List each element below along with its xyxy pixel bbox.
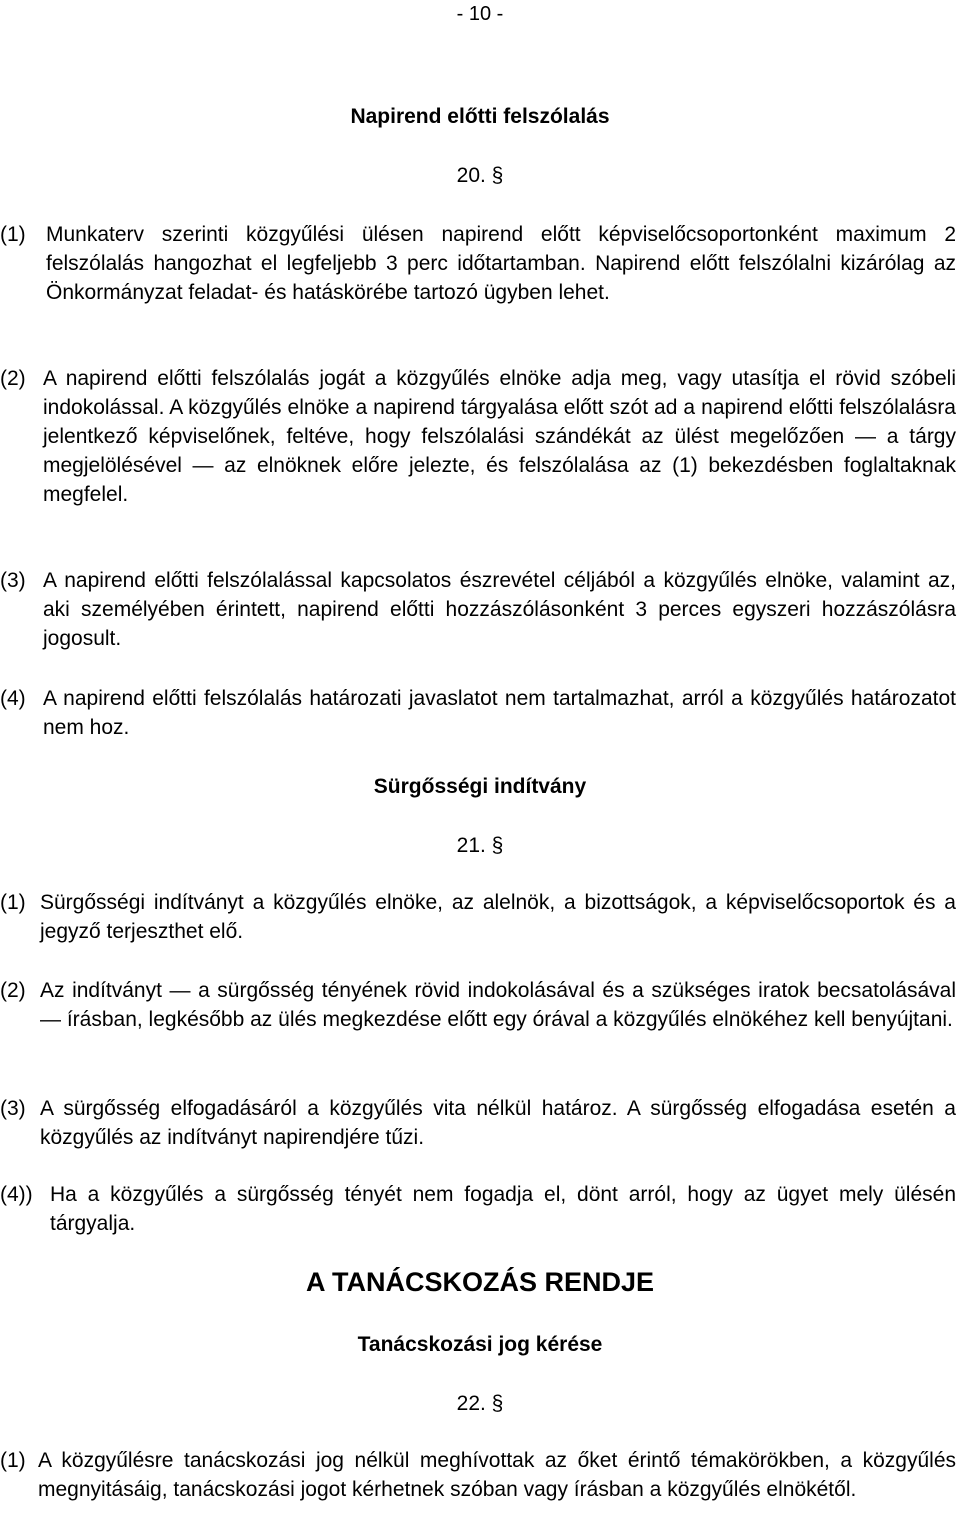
paragraph-number: (3)	[0, 1097, 26, 1120]
paragraph-number: (3)	[0, 569, 26, 592]
section-title: Tanácskozási jog kérése	[357, 1333, 603, 1356]
section-number: 21. §	[456, 834, 504, 857]
paragraph	[0, 364, 956, 509]
paragraph-number: (2)	[0, 367, 26, 390]
paragraph	[0, 888, 956, 946]
paragraph	[0, 1094, 956, 1152]
paragraph-number: (1)	[0, 891, 26, 914]
paragraph	[0, 1180, 956, 1238]
page-number: - 10 -	[456, 3, 504, 25]
paragraph-text: A napirend előtti felszólalás határozati javaslatot nem tartalmazhat, arról a közgyűlés határozatot nem hoz.	[43, 687, 956, 739]
paragraph-text: A sürgősség elfogadásáról a közgyűlés vita nélkül határoz. A sürgősség elfogadása esetén a közgyűlés az indítványt napirendjére tűzi.	[40, 1097, 956, 1149]
paragraph-number: (1)	[0, 223, 26, 246]
paragraph-number: (4)	[0, 687, 26, 710]
paragraph-text: Sürgősségi indítványt a közgyűlés elnöke, az alelnök, a bizottságok, a képviselőcsoportok és a jegyző terjeszthet elő.	[40, 891, 956, 943]
paragraph-text: A közgyűlésre tanácskozási jog nélkül meghívottak az őket érintő témakörökben, a közgyűlés megnyitásáig, tanácskozási jogot kérhetnek szóban vagy írásban a közgyűlés elnökétől.	[38, 1449, 956, 1501]
paragraph-text: Ha a közgyűlés a sürgősség tényét nem fogadja el, dönt arról, hogy az ügyet mely ülésén tárgyalja.	[50, 1183, 956, 1235]
paragraph-number: (1)	[0, 1449, 26, 1472]
paragraph	[0, 566, 956, 653]
section-number: 22. §	[456, 1392, 504, 1415]
paragraph-text: Az indítványt — a sürgősség tényének rövid indokolásával és a szükséges iratok becsatolásával — írásban, legkésőbb az ülés megkezdése előtt egy órával a közgyűlés elnökéhez kell benyújtani.	[40, 979, 956, 1031]
paragraph-text: A napirend előtti felszólalás jogát a közgyűlés elnöke adja meg, vagy utasítja el rövid szóbeli indokolással. A közgyűlés elnöke a napirend tárgyalása előtt szót ad a napirend előtti felszólalásra jelentkező képviselőnek, feltéve, hogy felszólalási szándékát az ülést megelőzően — a tárgy megjelölésével — az elnöknek előre jelezte, és felszólalása az (1) bekezdésben foglaltaknak megfelel.	[43, 367, 956, 506]
paragraph	[0, 976, 956, 1034]
chapter-title: A TANÁCSKOZÁS RENDJE	[305, 1267, 655, 1297]
section-title: Sürgősségi indítvány	[373, 775, 587, 798]
paragraph	[0, 684, 956, 742]
paragraph	[0, 220, 956, 307]
section-number: 20. §	[456, 164, 504, 187]
paragraph-number: (4))	[0, 1183, 33, 1206]
paragraph	[0, 1446, 956, 1504]
paragraph-text: A napirend előtti felszólalással kapcsolatos észrevétel céljából a közgyűlés elnöke, valamint az, aki személyében érintett, napirend előtti hozzászólásonként 3 perces egyszeri hozzászólásra jogosult.	[43, 569, 956, 650]
section-title: Napirend előtti felszólalás	[350, 105, 610, 128]
paragraph-text: Munkaterv szerinti közgyűlési ülésen napirend előtt képviselőcsoportonként maximum 2 felszólalás hangozhat el legfeljebb 3 perc időtartamban. Napirend előtt felszólalni kizárólag az Önkormányzat feladat- és hatáskörébe tartozó ügyben lehet.	[46, 223, 956, 304]
paragraph-number: (2)	[0, 979, 26, 1002]
